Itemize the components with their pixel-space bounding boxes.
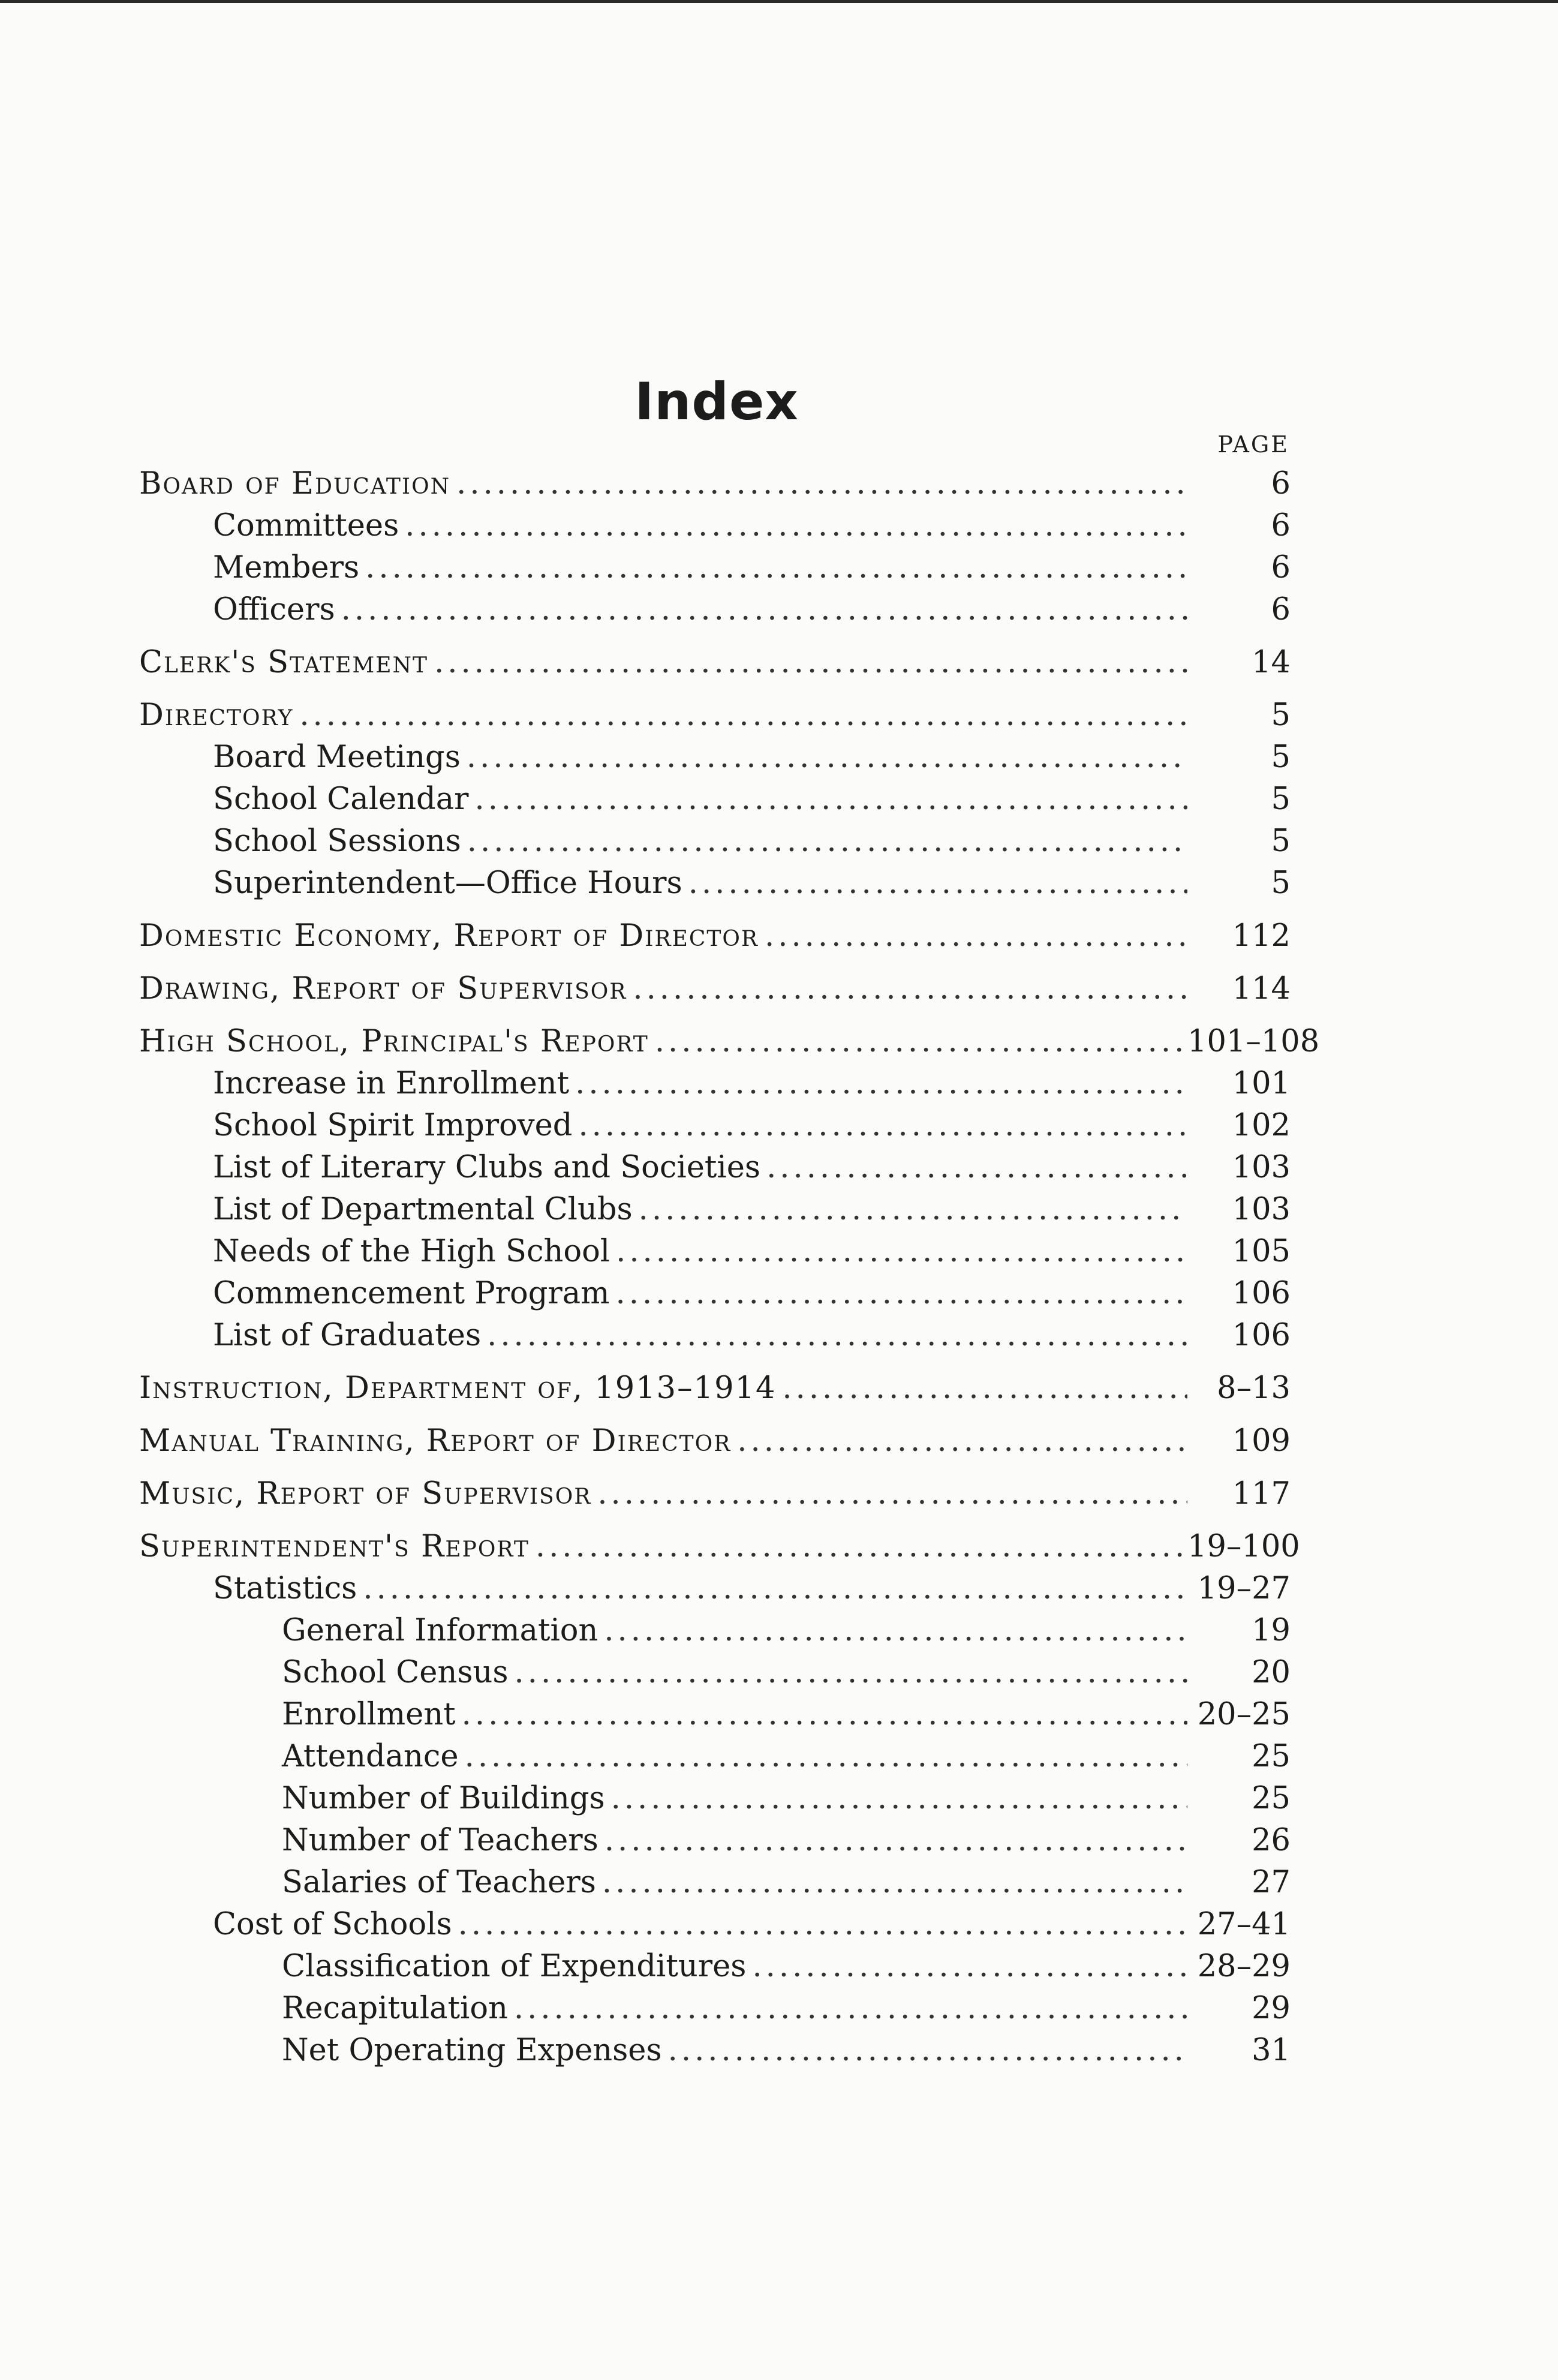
index-entry xyxy=(139,1526,1300,1568)
index-entry-page: 102 xyxy=(1232,1108,1291,1143)
index-entry-page: 25 xyxy=(1252,1739,1291,1774)
index-entry xyxy=(213,1315,1291,1357)
index-entry xyxy=(282,1778,1291,1820)
index-entry-label: Superintendent—Office Hours xyxy=(213,866,682,901)
dot-leader xyxy=(766,1147,1187,1189)
index-entry-page: 28–29 xyxy=(1197,1949,1291,1984)
index-entry-label: Salaries of Teachers xyxy=(282,1865,596,1900)
index-entry xyxy=(213,1063,1291,1105)
dot-leader xyxy=(616,1231,1187,1273)
index-entry-page: 101–108 xyxy=(1187,1024,1320,1059)
dot-leader xyxy=(604,1610,1187,1652)
index-entry-label: School Census xyxy=(282,1655,509,1690)
dot-leader xyxy=(365,547,1187,589)
index-entry-page: 26 xyxy=(1252,1823,1291,1858)
index-entry xyxy=(282,1862,1291,1904)
dot-leader xyxy=(456,463,1187,505)
index-entry-label: List of Departmental Clubs xyxy=(213,1192,633,1227)
index-entry-label: School Spirit Improved xyxy=(213,1108,573,1143)
index-entry-label: Statistics xyxy=(213,1571,357,1606)
index-entry-page: 6 xyxy=(1271,550,1291,585)
dot-leader xyxy=(465,1736,1187,1778)
index-entry-label: Enrollment xyxy=(282,1697,456,1732)
index-entry xyxy=(213,779,1291,821)
dot-leader xyxy=(515,1652,1187,1694)
dot-leader xyxy=(514,1988,1187,2030)
dot-leader xyxy=(737,1420,1187,1462)
index-entry-page: 5 xyxy=(1271,740,1291,775)
dot-leader xyxy=(765,915,1187,957)
dot-leader xyxy=(462,1694,1187,1736)
index-entry xyxy=(213,737,1291,779)
index-entry xyxy=(213,589,1291,631)
dot-leader xyxy=(639,1189,1187,1231)
dot-leader xyxy=(578,1105,1187,1147)
dot-leader xyxy=(536,1526,1187,1568)
index-entry-label: Cost of Schools xyxy=(213,1907,452,1942)
index-entry-page: 106 xyxy=(1232,1276,1291,1311)
dot-leader xyxy=(655,1021,1187,1063)
index-entry-page: 112 xyxy=(1232,918,1291,954)
index-entry-label: Classification of Expenditures xyxy=(282,1949,747,1984)
index-entry xyxy=(282,1946,1291,1988)
index-entry-label: Committees xyxy=(213,508,399,543)
dot-leader xyxy=(405,505,1187,547)
index-entry-label: Recapitulation xyxy=(282,1991,508,2026)
dot-leader xyxy=(782,1368,1187,1410)
index-entry xyxy=(282,1610,1291,1652)
index-entry-label: Increase in Enrollment xyxy=(213,1066,570,1101)
index-entry-label: Directory xyxy=(139,698,294,733)
index-entry-page: 19–100 xyxy=(1187,1529,1300,1564)
index-entry-page: 27 xyxy=(1252,1865,1291,1900)
dot-leader xyxy=(602,1862,1187,1904)
index-entry-label: Clerk's Statement xyxy=(139,645,429,680)
index-entry-page: 106 xyxy=(1232,1318,1291,1353)
index-entry-page: 19 xyxy=(1252,1613,1291,1648)
index-entry xyxy=(139,642,1291,684)
index-entry-page: 103 xyxy=(1232,1150,1291,1185)
index-entry-page: 101 xyxy=(1232,1066,1291,1101)
dot-leader xyxy=(597,1473,1187,1515)
index-entry-label: Board Meetings xyxy=(213,740,461,775)
index-entry-label: Net Operating Expenses xyxy=(282,2033,662,2068)
dot-leader xyxy=(611,1778,1187,1820)
page-title: Index xyxy=(634,372,799,432)
index-entry-label: General Information xyxy=(282,1613,598,1648)
index-entry-page: 109 xyxy=(1232,1423,1291,1459)
index-entry-label: Drawing, Report of Supervisor xyxy=(139,971,627,1006)
dot-leader xyxy=(604,1820,1187,1862)
index-entry xyxy=(213,1147,1291,1189)
index-entry xyxy=(139,1473,1291,1515)
index-entry-label: Attendance xyxy=(282,1739,459,1774)
index-entry xyxy=(282,2030,1291,2072)
index-entry xyxy=(139,1021,1320,1063)
dot-leader xyxy=(474,779,1187,821)
index-entry-label: Instruction, Department of, 1913–1914 xyxy=(139,1371,777,1406)
index-entry xyxy=(139,1420,1291,1462)
index-entry-page: 117 xyxy=(1232,1476,1291,1511)
dot-leader xyxy=(467,821,1187,863)
index-entry-page: 25 xyxy=(1252,1781,1291,1816)
index-entry-label: Needs of the High School xyxy=(213,1234,610,1269)
dot-leader xyxy=(341,589,1187,631)
index-entry xyxy=(213,1568,1291,1610)
index-entry xyxy=(139,1368,1291,1410)
dot-leader xyxy=(363,1568,1187,1610)
index-entry xyxy=(213,505,1291,547)
index-entry-page: 14 xyxy=(1252,645,1291,680)
index-entry xyxy=(282,1652,1291,1694)
index-entry-label: School Sessions xyxy=(213,824,461,859)
index-entry-label: Number of Teachers xyxy=(282,1823,598,1858)
index-entry xyxy=(213,547,1291,589)
index-entry-label: Superintendent's Report xyxy=(139,1529,530,1564)
index-entry-page: 6 xyxy=(1271,466,1291,501)
index-entry-page: 20–25 xyxy=(1197,1697,1291,1732)
index-entry-label: School Calendar xyxy=(213,782,469,817)
index-entry-label: Officers xyxy=(213,592,335,627)
index-entry-page: 27–41 xyxy=(1197,1907,1291,1942)
dot-leader xyxy=(467,737,1187,779)
index-entry-label: Domestic Economy, Report of Director xyxy=(139,918,759,954)
dot-leader xyxy=(668,2030,1187,2072)
index-entry-page: 6 xyxy=(1271,508,1291,543)
index-entry-page: 5 xyxy=(1271,866,1291,901)
index-entry-page: 5 xyxy=(1271,698,1291,733)
dot-leader xyxy=(688,863,1187,904)
index-entry xyxy=(213,1273,1291,1315)
index-entry-label: Music, Report of Supervisor xyxy=(139,1476,592,1511)
index-entry-page: 5 xyxy=(1271,824,1291,859)
dot-leader xyxy=(299,695,1187,737)
index-entry xyxy=(282,1694,1291,1736)
index-entry-page: 29 xyxy=(1252,1991,1291,2026)
index-entry-page: 5 xyxy=(1271,782,1291,817)
index-entry-label: Members xyxy=(213,550,360,585)
dot-leader xyxy=(487,1315,1187,1357)
index-entry-label: Number of Buildings xyxy=(282,1781,605,1816)
dot-leader xyxy=(434,642,1187,684)
index-entry xyxy=(139,695,1291,737)
index-entry-label: List of Graduates xyxy=(213,1318,482,1353)
dot-leader xyxy=(752,1946,1187,1988)
index-entry xyxy=(213,1904,1291,1946)
index-entry xyxy=(213,863,1291,904)
index-entry-page: 19–27 xyxy=(1197,1571,1291,1606)
index-entry-label: Commencement Program xyxy=(213,1276,610,1311)
dot-leader xyxy=(633,968,1187,1010)
index-entry-label: Manual Training, Report of Director xyxy=(139,1423,732,1459)
index-entry xyxy=(213,1231,1291,1273)
index-entry-page: 105 xyxy=(1232,1234,1291,1269)
index-entry xyxy=(213,1105,1291,1147)
index-entry-page: 6 xyxy=(1271,592,1291,627)
index-entry xyxy=(139,968,1291,1010)
index-entry-page: 20 xyxy=(1252,1655,1291,1690)
index-entry xyxy=(282,1736,1291,1778)
index-entry-page: 8–13 xyxy=(1217,1371,1291,1406)
index-entry-label: Board of Education xyxy=(139,466,451,501)
index-entry xyxy=(282,1820,1291,1862)
dot-leader xyxy=(458,1904,1187,1946)
dot-leader xyxy=(575,1063,1187,1105)
index-entry xyxy=(282,1988,1291,2030)
dot-leader xyxy=(616,1273,1187,1315)
index-entry xyxy=(139,463,1291,505)
index-entry-page: 114 xyxy=(1232,971,1291,1006)
index-entry xyxy=(139,915,1291,957)
index-entry xyxy=(213,821,1291,863)
index-entry-page: 103 xyxy=(1232,1192,1291,1227)
index-entry-page: 31 xyxy=(1252,2033,1291,2068)
index-entry-label: List of Literary Clubs and Societies xyxy=(213,1150,761,1185)
page-column-heading: PAGE xyxy=(1217,431,1289,458)
index-entry-label: High School, Principal's Report xyxy=(139,1024,649,1059)
index-entry xyxy=(213,1189,1291,1231)
